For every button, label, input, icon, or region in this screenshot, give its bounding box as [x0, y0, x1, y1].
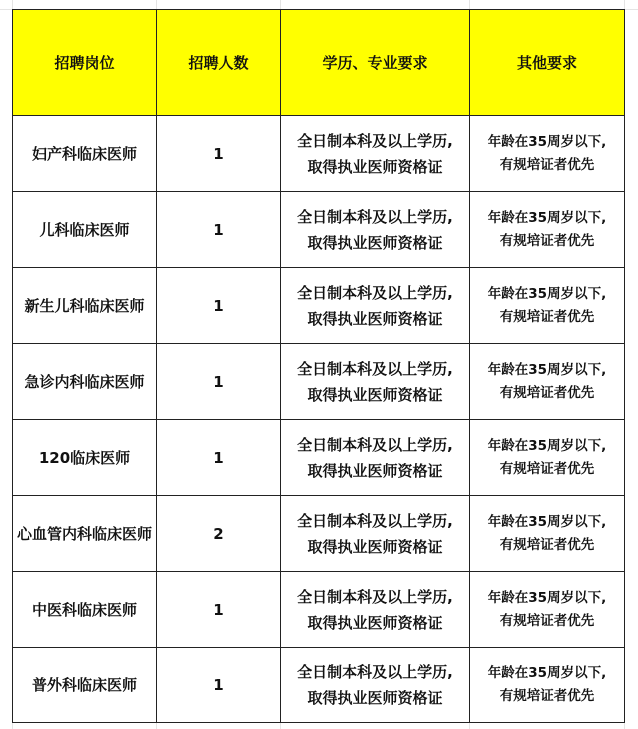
education-cell[interactable]	[281, 116, 470, 192]
position-cell[interactable]: 急诊内科临床医师	[13, 344, 157, 420]
other-requirement-line: 有规培证者优先	[499, 232, 595, 249]
education-line: 取得执业医师资格证	[307, 537, 443, 556]
other-requirement-line: 有规培证者优先	[499, 384, 595, 401]
education-line: 取得执业医师资格证	[307, 309, 443, 328]
other-requirement-line: 有规培证者优先	[499, 688, 595, 704]
table-row	[13, 268, 625, 344]
count-cell[interactable]: 1	[157, 344, 281, 420]
education-line: 取得执业医师资格证	[307, 461, 443, 480]
other-requirement-line: 有规培证者优先	[499, 156, 595, 173]
education-cell[interactable]	[281, 192, 470, 268]
other-requirements-cell[interactable]	[470, 268, 625, 344]
other-requirements-cell[interactable]	[470, 420, 625, 496]
count-cell[interactable]: 1	[157, 648, 281, 723]
education-line: 取得执业医师资格证	[307, 157, 443, 176]
other-requirement-line: 年龄在35周岁以下,	[487, 513, 607, 530]
header-position[interactable]: 招聘岗位	[13, 10, 157, 116]
count-cell[interactable]: 1	[157, 192, 281, 268]
education-line: 取得执业医师资格证	[307, 385, 443, 404]
count-cell[interactable]: 1	[157, 572, 281, 648]
other-requirements-cell[interactable]	[470, 648, 625, 723]
education-line: 全日制本科及以上学历,	[297, 511, 453, 530]
other-requirements-cell[interactable]	[470, 192, 625, 268]
position-cell[interactable]: 中医科临床医师	[13, 572, 157, 648]
position-cell[interactable]: 普外科临床医师	[13, 648, 157, 723]
header-count[interactable]: 招聘人数	[157, 10, 281, 116]
education-cell[interactable]	[281, 496, 470, 572]
count-cell[interactable]: 1	[157, 268, 281, 344]
education-cell[interactable]	[281, 648, 470, 723]
other-requirements-cell[interactable]	[470, 496, 625, 572]
education-line: 全日制本科及以上学历,	[297, 207, 453, 226]
education-cell[interactable]	[281, 268, 470, 344]
other-requirement-line: 年龄在35周岁以下,	[487, 285, 607, 302]
table-row	[13, 572, 625, 648]
education-line: 全日制本科及以上学历,	[297, 359, 453, 378]
count-cell[interactable]: 1	[157, 116, 281, 192]
other-requirement-line: 年龄在35周岁以下,	[487, 437, 607, 454]
other-requirement-line: 年龄在35周岁以下,	[487, 361, 607, 378]
education-cell[interactable]	[281, 344, 470, 420]
education-cell[interactable]	[281, 572, 470, 648]
education-line: 取得执业医师资格证	[307, 613, 443, 632]
other-requirement-line: 年龄在35周岁以下,	[487, 133, 607, 150]
table-row	[13, 344, 625, 420]
other-requirement-line: 有规培证者优先	[499, 612, 595, 629]
table-row	[13, 496, 625, 572]
other-requirement-line: 年龄在35周岁以下,	[487, 589, 607, 606]
other-requirements-cell[interactable]	[470, 116, 625, 192]
position-cell[interactable]: 妇产科临床医师	[13, 116, 157, 192]
header-other[interactable]: 其他要求	[470, 10, 625, 116]
position-cell[interactable]: 儿科临床医师	[13, 192, 157, 268]
education-cell[interactable]	[281, 420, 470, 496]
count-cell[interactable]: 2	[157, 496, 281, 572]
position-cell[interactable]: 心血管内科临床医师	[13, 496, 157, 572]
other-requirement-line: 有规培证者优先	[499, 308, 595, 325]
education-line: 全日制本科及以上学历,	[297, 131, 453, 150]
education-line: 全日制本科及以上学历,	[297, 663, 453, 681]
education-line: 取得执业医师资格证	[307, 689, 443, 707]
table-row	[13, 116, 625, 192]
other-requirement-line: 有规培证者优先	[499, 536, 595, 553]
header-row	[13, 10, 625, 116]
position-cell[interactable]: 120临床医师	[13, 420, 157, 496]
count-cell[interactable]: 1	[157, 420, 281, 496]
other-requirements-cell[interactable]	[470, 572, 625, 648]
other-requirement-line: 有规培证者优先	[499, 460, 595, 477]
education-line: 取得执业医师资格证	[307, 233, 443, 252]
recruitment-table	[12, 9, 625, 723]
position-cell[interactable]: 新生儿科临床医师	[13, 268, 157, 344]
table-row	[13, 192, 625, 268]
other-requirements-cell[interactable]	[470, 344, 625, 420]
education-line: 全日制本科及以上学历,	[297, 435, 453, 454]
header-education[interactable]: 学历、专业要求	[281, 10, 470, 116]
table-row	[13, 648, 625, 723]
table-row	[13, 420, 625, 496]
education-line: 全日制本科及以上学历,	[297, 587, 453, 606]
education-line: 全日制本科及以上学历,	[297, 283, 453, 302]
other-requirement-line: 年龄在35周岁以下,	[487, 209, 607, 226]
other-requirement-line: 年龄在35周岁以下,	[487, 665, 607, 681]
